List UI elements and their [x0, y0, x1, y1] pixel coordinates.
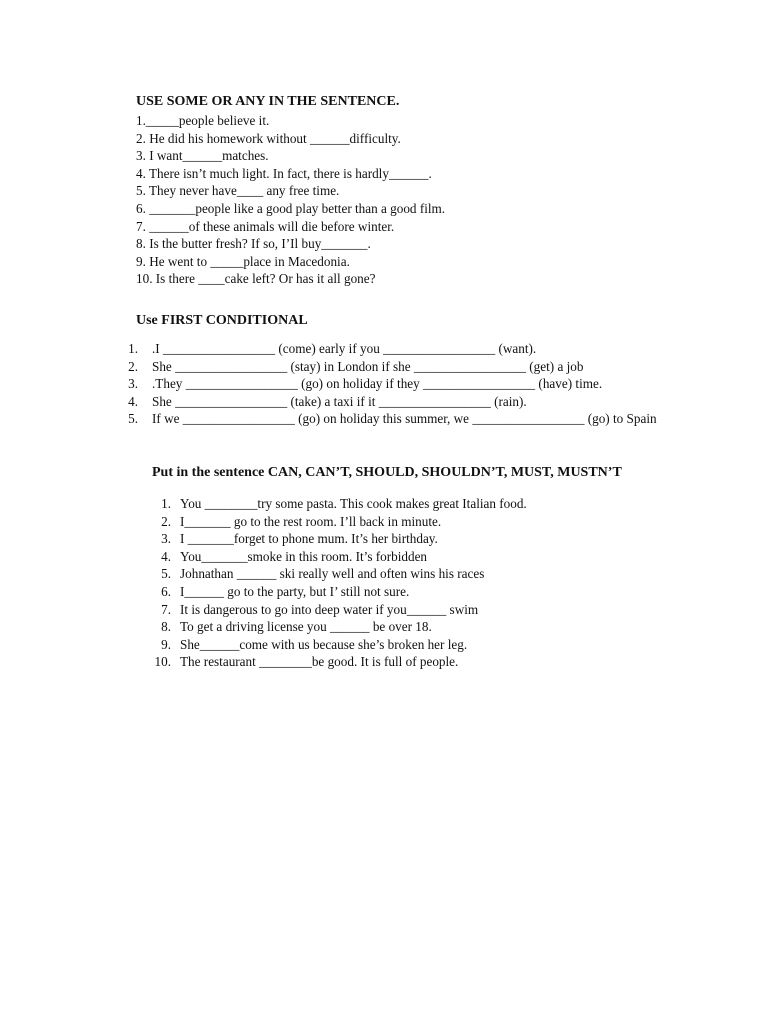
item-number: 5.: [128, 411, 138, 427]
list-item: [152, 653, 692, 671]
list-item: [152, 548, 692, 566]
item-text: She _________________ (take) a taxi if it _________________ (rain).: [152, 393, 527, 409]
list-item: [152, 618, 692, 636]
some-any-item-10: 10. Is there ____cake left? Or has it all gone?: [136, 271, 376, 287]
item-text: To get a driving license you ______ be over 18.: [180, 619, 432, 635]
list-item: [152, 495, 692, 513]
item-number: 9.: [161, 636, 171, 652]
first-conditional-list: [128, 340, 676, 428]
some-any-item-4: 4. There isn’t much light. In fact, there is hardly______.: [136, 165, 432, 181]
some-any-item-5: 5. They never have____ any free time.: [136, 183, 340, 199]
modals-section: [152, 465, 692, 671]
list-item: [128, 393, 676, 411]
some-any-item-9: 9. He went to _____place in Macedonia.: [136, 253, 350, 269]
item-number: 2.: [128, 358, 138, 374]
list-item: [128, 410, 676, 428]
item-text: The restaurant ________be good. It is full of people.: [180, 654, 459, 670]
item-text: You_______smoke in this room. It’s forbidden: [180, 548, 428, 564]
item-text: She _________________ (stay) in London if she _________________ (get) a job: [152, 358, 584, 374]
item-text: You ________try some pasta. This cook makes great Italian food.: [180, 496, 527, 511]
item-text: Johnathan ______ ski really well and often wins his races: [180, 566, 485, 582]
modals-heading: Put in the sentence CAN, CAN’T, SHOULD, SHOULDN’T, MUST, MUSTN’T: [152, 465, 622, 480]
list-item: [152, 601, 692, 619]
list-item: [128, 340, 676, 358]
list-item: [152, 513, 692, 531]
some-any-section: [136, 94, 696, 288]
modals-list: [152, 495, 692, 671]
item-number: 5.: [161, 566, 171, 582]
item-text: .I _________________ (come) early if you _________________ (want).: [152, 341, 537, 356]
item-number: 10.: [154, 654, 171, 670]
list-item: [152, 583, 692, 601]
list-item: [128, 358, 676, 376]
item-number: 1.: [161, 496, 171, 511]
item-number: 3.: [128, 376, 138, 392]
item-text: I_______ go to the rest room. I’ll back in minute.: [180, 513, 442, 529]
item-number: 1.: [128, 341, 138, 356]
item-text: I _______forget to phone mum. It’s her birthday.: [180, 531, 438, 547]
list-item: [152, 565, 692, 583]
item-text: She______come with us because she’s broken her leg.: [180, 636, 468, 652]
item-text: .They _________________ (go) on holiday if they _________________ (have) time.: [152, 376, 603, 392]
item-number: 7.: [161, 601, 171, 617]
first-conditional-section: [128, 313, 676, 428]
item-text: If we _________________ (go) on holiday this summer, we _________________ (go) to Spain: [152, 411, 657, 427]
item-number: 3.: [161, 531, 171, 547]
some-any-item-7: 7. ______of these animals will die before winter.: [136, 218, 395, 234]
some-any-item-6: 6. _______people like a good play better than a good film.: [136, 200, 446, 216]
item-number: 4.: [161, 548, 171, 564]
some-any-item-3: 3. I want______matches.: [136, 148, 269, 164]
list-item: [152, 530, 692, 548]
first-conditional-heading: Use FIRST CONDITIONAL: [136, 313, 308, 328]
item-number: 2.: [161, 513, 171, 529]
item-text: It is dangerous to go into deep water if you______ swim: [180, 601, 479, 617]
item-text: I______ go to the party, but I’ still not sure.: [180, 583, 410, 599]
item-number: 4.: [128, 393, 138, 409]
some-any-item-8: 8. Is the butter fresh? If so, I’Il buy_______.: [136, 236, 371, 252]
item-number: 8.: [161, 619, 171, 635]
some-any-item-2: 2. He did his homework without ______difficulty.: [136, 130, 401, 146]
list-item: [152, 636, 692, 654]
list-item: [128, 375, 676, 393]
some-any-heading: USE SOME OR ANY IN THE SENTENCE.: [136, 94, 400, 109]
some-any-item-1: 1._____people believe it.: [136, 113, 270, 128]
item-number: 6.: [161, 583, 171, 599]
